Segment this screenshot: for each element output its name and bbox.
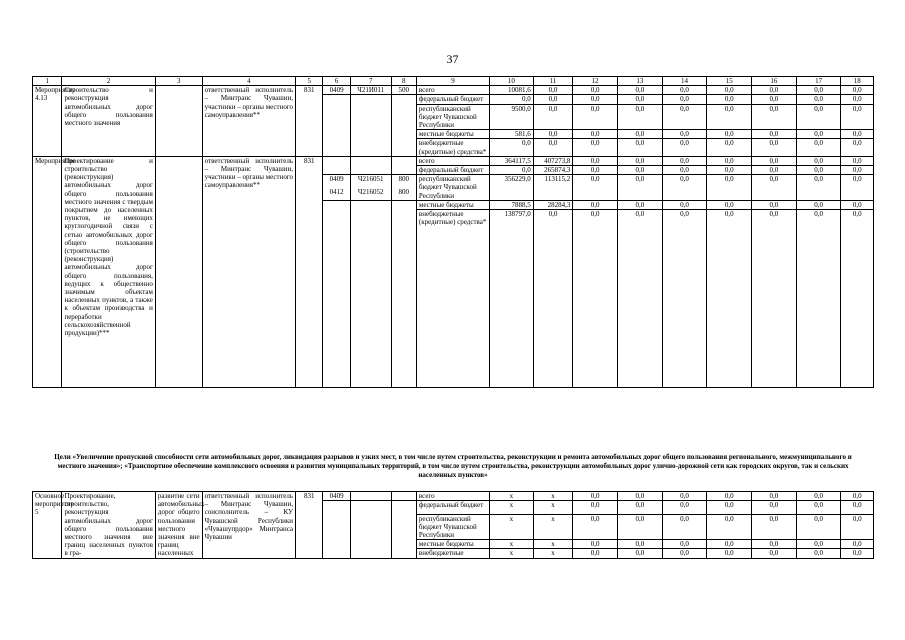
value-cell: 0,0: [796, 549, 841, 558]
rzpr-code: [323, 156, 350, 174]
value-cell: 0,0: [573, 492, 618, 501]
value-cell: 0,0: [573, 501, 618, 514]
column-number: 1: [33, 77, 62, 86]
funding-source: республиканский бюджет Чувашской Республики: [416, 514, 489, 540]
value-cell: x: [533, 549, 573, 558]
column-number: 18: [841, 77, 874, 86]
value-cell: 0,0: [796, 130, 841, 139]
column-number: 13: [618, 77, 663, 86]
funding-source: федеральный бюджет: [416, 501, 489, 514]
value-cell: 0,0: [796, 200, 841, 209]
column-number: 15: [707, 77, 752, 86]
value-cell: 0,0: [841, 166, 874, 175]
funding-source: всего: [416, 156, 489, 165]
value-cell: 364117,5: [490, 156, 534, 165]
funding-source: всего: [416, 86, 489, 95]
grbs-code: 831: [296, 492, 323, 559]
value-cell: 0,0: [752, 166, 797, 175]
value-cell: 0,0: [662, 139, 707, 156]
value-cell: 0,0: [573, 210, 618, 388]
value-cell: 0,0: [618, 175, 663, 201]
value-cell: 0,0: [533, 139, 573, 156]
value-cell: 0,0: [573, 95, 618, 104]
value-cell: x: [490, 501, 534, 514]
value-cell: 0,0: [707, 139, 752, 156]
value-cell: 581,6: [490, 130, 534, 139]
table-row: [33, 492, 874, 501]
value-cell: 0,0: [796, 175, 841, 201]
value-cell: 0,0: [752, 130, 797, 139]
value-cell: 0,0: [796, 501, 841, 514]
value-cell: 0,0: [841, 514, 874, 540]
funding-source: республиканский бюджет Чувашской Республики: [416, 104, 489, 130]
event-description: Проектирование, строительство, реконструкция автомобильных дорог общего пользования местного значения вне границ населенных пунктов в гра-: [62, 492, 155, 559]
value-cell: 0,0: [573, 200, 618, 209]
column-number: 8: [391, 77, 416, 86]
value-cell: 0,0: [662, 86, 707, 95]
value-cell: 0,0: [752, 540, 797, 549]
value-cell: 0,0: [707, 104, 752, 130]
value-cell: 0,0: [618, 492, 663, 501]
rzpr-code: [323, 95, 350, 156]
column-number: 11: [533, 77, 573, 86]
csr-code: [350, 200, 391, 387]
table-row: [33, 86, 874, 95]
value-cell: 0,0: [662, 501, 707, 514]
column-number: 7: [350, 77, 391, 86]
rzpr-code: 0409: [323, 175, 350, 188]
value-cell: x: [490, 540, 534, 549]
value-cell: 0,0: [618, 549, 663, 558]
funding-source: всего: [416, 492, 489, 501]
value-cell: x: [533, 492, 573, 501]
value-cell: 0,0: [752, 549, 797, 558]
value-cell: 0,0: [618, 210, 663, 388]
vr-code: [391, 492, 416, 501]
value-cell: 0,0: [707, 86, 752, 95]
value-cell: 113115,2: [533, 175, 573, 201]
value-cell: 0,0: [841, 492, 874, 501]
funding-source: местные бюджеты: [416, 200, 489, 209]
value-cell: 0,0: [618, 514, 663, 540]
csr-code: Ч216051: [350, 175, 391, 188]
value-cell: 356229,0: [490, 175, 534, 201]
vr-code: 500: [391, 86, 416, 95]
value-cell: 0,0: [796, 514, 841, 540]
value-cell: 0,0: [796, 139, 841, 156]
value-cell: 0,0: [707, 540, 752, 549]
value-cell: 0,0: [841, 549, 874, 558]
event-goal: [155, 86, 202, 157]
value-cell: 0,0: [752, 139, 797, 156]
value-cell: 407273,8: [533, 156, 573, 165]
column-number: 16: [752, 77, 797, 86]
value-cell: x: [490, 549, 534, 558]
value-cell: 0,0: [662, 166, 707, 175]
value-cell: 0,0: [707, 166, 752, 175]
value-cell: 7888,5: [490, 200, 534, 209]
value-cell: 0,0: [533, 130, 573, 139]
value-cell: 0,0: [490, 95, 534, 104]
value-cells-anchor: 10081,6: [490, 86, 534, 95]
value-cell: 0,0: [707, 175, 752, 201]
value-cell: 0,0: [573, 156, 618, 165]
value-cell: 0,0: [707, 210, 752, 388]
csr-code: [350, 156, 391, 174]
grbs-code: 831: [296, 86, 323, 157]
column-number: 17: [796, 77, 841, 86]
vr-code: [391, 200, 416, 387]
csr-code: Ч216052: [350, 188, 391, 201]
goal-heading: Цели «Увеличение пропускной способности сети автомобильных дорог, ликвидация разрывов и узких мест, в том числе путем строительства, реконструкции и ремонта автомобильных дорог общего пользования регионального, межмуниципального и местного значения»; «Транспортное обеспечение комплексного освоения и развития муниципальных территорий, в том числе путем строительства, реконструкции автомобильных дорог улично-дорожной сети как городских округов, так и сельских населенных пунктов»: [54, 453, 852, 479]
value-cell: 0,0: [752, 104, 797, 130]
column-number-row: [33, 77, 874, 86]
event-executor: ответственный исполнитель – Минтранс Чувашии, соисполнитель – КУ Чувашской Республики «Чувашупрдор» Минтранса Чувашии: [202, 492, 295, 559]
funding-source: внебюджетные: [416, 549, 489, 558]
value-cell: 0,0: [707, 200, 752, 209]
value-cell: 0,0: [841, 104, 874, 130]
value-cell: 0,0: [662, 492, 707, 501]
value-cell: 0,0: [618, 501, 663, 514]
column-number: 3: [155, 77, 202, 86]
value-cell: 0,0: [618, 540, 663, 549]
value-cell: x: [533, 501, 573, 514]
program-table-continued: [32, 491, 874, 559]
value-cell: 0,0: [841, 95, 874, 104]
program-table: [32, 76, 874, 388]
value-cell: 0,0: [573, 104, 618, 130]
column-number: 4: [202, 77, 295, 86]
value-cell: 0,0: [841, 210, 874, 388]
value-cell: 28284,3: [533, 200, 573, 209]
value-cell: 0,0: [707, 492, 752, 501]
value-cell: 0,0: [533, 104, 573, 130]
column-number: 9: [416, 77, 489, 86]
value-cell: x: [490, 514, 534, 540]
value-cell: 0,0: [707, 514, 752, 540]
value-cell: 0,0: [752, 514, 797, 540]
column-number: 5: [296, 77, 323, 86]
column-number: 12: [573, 77, 618, 86]
value-cell: 0,0: [841, 200, 874, 209]
value-cell: 0,0: [662, 95, 707, 104]
value-cell: 0,0: [618, 95, 663, 104]
value-cell: 0,0: [841, 130, 874, 139]
value-cell: 0,0: [662, 156, 707, 165]
event-name: Основное мероприятие 5: [33, 492, 62, 559]
value-cell: 0,0: [573, 175, 618, 201]
value-cell: 0,0: [707, 501, 752, 514]
value-cell: 0,0: [841, 86, 874, 95]
value-cell: 0,0: [662, 104, 707, 130]
page-number: 37: [446, 52, 459, 66]
value-cell: 0,0: [573, 166, 618, 175]
vr-code: [391, 95, 416, 156]
event-description: Проектирование и строительство (реконструкция) автомобильных дорог общего пользования местного значения с твердым покрытием до населенных пунктов, не имеющих круглогодичной связи с сетью автомобильных дорог общего пользования (строительство (реконструкция) автомобильных дорог общего пользования, ведущих к общественно значимым объектам населенных пунктов, а также к объектам производства и переработки сельскохозяйственной продукции)***: [62, 156, 155, 387]
value-cell: 0,0: [796, 540, 841, 549]
funding-source: республиканский бюджет Чувашской Республики: [416, 175, 489, 201]
value-cell: 0,0: [707, 95, 752, 104]
column-number: 6: [323, 77, 350, 86]
value-cell: 0,0: [573, 549, 618, 558]
value-cell: 0,0: [841, 501, 874, 514]
value-cell: 0,0: [618, 104, 663, 130]
value-cell: 0,0: [490, 166, 534, 175]
event-executor: ответственный исполнитель – Минтранс Чувашии, участники – органы местного самоуправления**: [202, 156, 295, 387]
value-cell: 0,0: [752, 86, 797, 95]
value-cell: x: [533, 514, 573, 540]
value-cell: 0,0: [752, 492, 797, 501]
value-cell: 0,0: [573, 86, 618, 95]
csr-code: Ч21И011: [350, 86, 391, 95]
funding-source: местные бюджеты: [416, 130, 489, 139]
value-cell: 0,0: [796, 104, 841, 130]
value-cell: 0,0: [796, 210, 841, 388]
column-number: 2: [62, 77, 155, 86]
funding-source: федеральный бюджет: [416, 95, 489, 104]
grbs-code: 831: [296, 156, 323, 387]
value-cell: 0,0: [533, 210, 573, 388]
csr-code: [350, 501, 391, 558]
column-number: 10: [490, 77, 534, 86]
value-cell: 0,0: [533, 95, 573, 104]
value-cell: x: [490, 492, 534, 501]
funding-source: внебюджетные (кредитные) средства*: [416, 139, 489, 156]
value-cell: 0,0: [662, 200, 707, 209]
rzpr-code: 0409: [323, 86, 350, 95]
value-cell: 0,0: [796, 86, 841, 95]
value-cell: 0,0: [573, 130, 618, 139]
funding-source: внебюджетные (кредитные) средства*: [416, 210, 489, 388]
value-cell: 9500,0: [490, 104, 534, 130]
rzpr-code: 0409: [323, 492, 350, 501]
value-cell: 0,0: [796, 166, 841, 175]
table-row: [33, 156, 874, 165]
value-cell: 0,0: [796, 492, 841, 501]
vr-code: 800: [391, 175, 416, 188]
value-cell: x: [533, 540, 573, 549]
rzpr-code: [323, 200, 350, 387]
event-name: Мероприятие 4.13: [33, 86, 62, 157]
value-cell: 0,0: [662, 175, 707, 201]
value-cell: 0,0: [573, 139, 618, 156]
value-cell: 0,0: [841, 540, 874, 549]
value-cell: 265874,3: [533, 166, 573, 175]
value-cell: 0,0: [618, 156, 663, 165]
value-cell: 0,0: [490, 139, 534, 156]
value-cell: 0,0: [533, 86, 573, 95]
funding-source: местные бюджеты: [416, 540, 489, 549]
event-name: Мероприятие: [33, 156, 62, 387]
value-cell: 0,0: [662, 549, 707, 558]
event-description: Строительство и реконструкция автомобильных дорог общего пользования местного значения: [62, 86, 155, 157]
value-cell: 0,0: [707, 549, 752, 558]
value-cell: 0,0: [752, 95, 797, 104]
value-cell: 0,0: [707, 130, 752, 139]
value-cell: 0,0: [796, 156, 841, 165]
event-goal: развитие сети автомобильных дорог общего пользования местного значения вне границ населенных: [155, 492, 202, 559]
value-cell: 0,0: [618, 139, 663, 156]
value-cell: 0,0: [618, 86, 663, 95]
value-cell: 0,0: [707, 156, 752, 165]
value-cell: 0,0: [618, 130, 663, 139]
value-cell: 0,0: [752, 501, 797, 514]
vr-code: 800: [391, 188, 416, 201]
value-cell: 0,0: [841, 175, 874, 201]
value-cell: 0,0: [618, 200, 663, 209]
value-cell: 0,0: [573, 514, 618, 540]
event-goal: [155, 156, 202, 387]
value-cell: 0,0: [752, 200, 797, 209]
csr-code: [350, 492, 391, 501]
value-cell: 0,0: [618, 166, 663, 175]
rzpr-code: [323, 501, 350, 558]
value-cell: 0,0: [752, 156, 797, 165]
value-cell: 0,0: [573, 540, 618, 549]
value-cell: 0,0: [796, 95, 841, 104]
vr-code: [391, 501, 416, 558]
value-cell: 0,0: [752, 175, 797, 201]
value-cell: 138797,0: [490, 210, 534, 388]
value-cell: 0,0: [662, 540, 707, 549]
value-cell: 0,0: [662, 130, 707, 139]
value-cell: 0,0: [662, 210, 707, 388]
event-executor: ответственный исполнитель – Минтранс Чувашии, участники – органы местного самоуправления**: [202, 86, 295, 157]
vr-code: [391, 156, 416, 174]
rzpr-code: 0412: [323, 188, 350, 201]
column-number: 14: [662, 77, 707, 86]
value-cell: 0,0: [662, 514, 707, 540]
value-cell: 0,0: [841, 156, 874, 165]
csr-code: [350, 95, 391, 156]
funding-source: федеральный бюджет: [416, 166, 489, 175]
value-cell: 0,0: [752, 210, 797, 388]
value-cell: 0,0: [841, 139, 874, 156]
